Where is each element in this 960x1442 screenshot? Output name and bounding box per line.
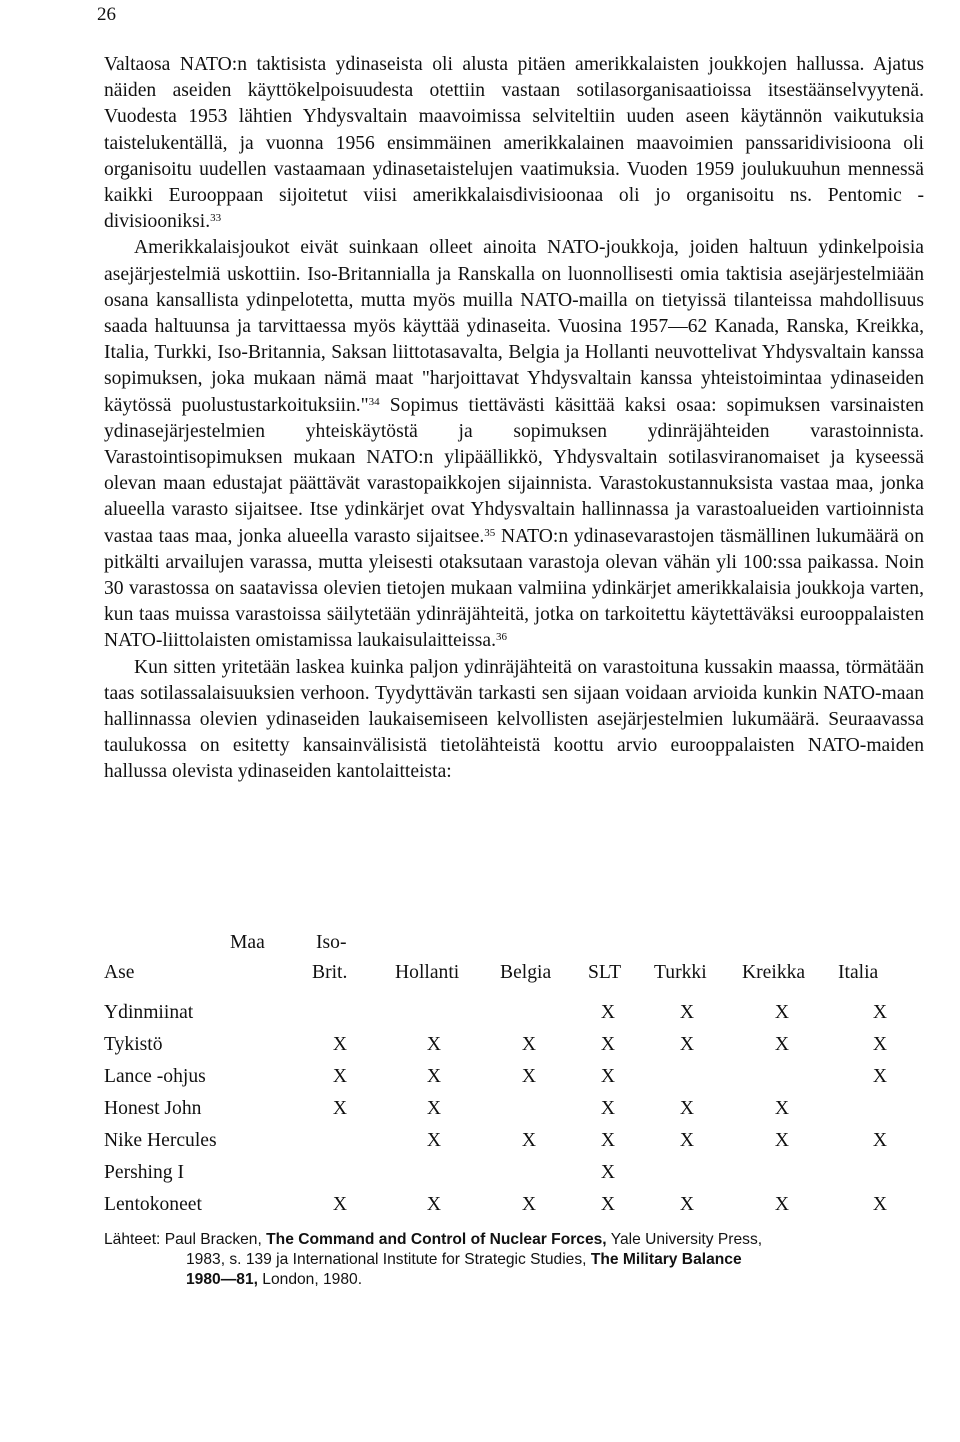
table-cell: X xyxy=(679,1194,695,1215)
table-header-maa: Maa xyxy=(230,932,265,953)
table-header-iso: Iso- xyxy=(316,932,347,953)
sources-citation-2: 1983, s. 139 ja International Institute for Strategic Studies, xyxy=(186,1251,591,1268)
table-cell: X xyxy=(679,1130,695,1151)
paragraph-2 xyxy=(104,235,924,654)
footnote-ref-36: 36 xyxy=(496,631,508,644)
table-cell: X xyxy=(600,1098,616,1119)
table-header-ase: Ase xyxy=(104,962,135,983)
table-cell: X xyxy=(600,1066,616,1087)
table-cell: X xyxy=(332,1066,348,1087)
table-cell: X xyxy=(600,1034,616,1055)
footnote-ref-33: 33 xyxy=(210,212,222,225)
table-cell: X xyxy=(872,1034,888,1055)
column-header: Turkki xyxy=(654,962,707,983)
sources-author: Paul Bracken, xyxy=(164,1231,267,1248)
table-cell: X xyxy=(774,1002,790,1023)
table-cell: X xyxy=(679,1034,695,1055)
column-header: SLT xyxy=(588,962,622,983)
column-header: Hollanti xyxy=(395,962,460,983)
table-cell: X xyxy=(521,1066,537,1087)
sources-publisher: Yale University Press, xyxy=(606,1231,763,1248)
paragraph-1 xyxy=(104,52,924,235)
body-text xyxy=(104,52,924,786)
row-label: Lentokoneet xyxy=(104,1194,202,1215)
sources-label: Lähteet: xyxy=(104,1231,161,1248)
table-cell: X xyxy=(600,1162,616,1183)
paragraph-2-text-b: Sopimus tiettävästi käsittää kaksi osaa: sopimuksen varsinaisten ydinasejärjestelmien yhteiskäytöstä ja sopimuksen ydinräjähteiden varastoinnista. Varastointisopimuksen mukaan NATO:n ylipäällikkö, Yhdysvaltain sotilasviranomaiset ja kyseessä olevan maan edustajat päättävät varastopaikkojen sijainnista. Varastokustannuksista vastaa maa, jonka alueella varasto sijaitsee. Itse ydinkärjet ovat Yhdysvaltain hallinnassa ja varastoalueiden vartioinnista vastaa taas maa, jonka alueella varasto sijaitsee. xyxy=(104,394,924,547)
column-header: Italia xyxy=(838,962,879,983)
table-cell: X xyxy=(774,1034,790,1055)
row-label: Honest John xyxy=(104,1098,202,1119)
table-cell: X xyxy=(426,1098,442,1119)
sources-continuation xyxy=(104,1250,924,1290)
sources-line xyxy=(104,1230,924,1250)
table-cell: X xyxy=(426,1034,442,1055)
footnote-ref-35: 35 xyxy=(484,526,496,539)
sources-title-2: The Military Balance xyxy=(590,1251,742,1268)
paragraph-1-text: Valtaosa NATO:n taktisista ydinaseista oli alusta pitäen amerikkalaisten joukkojen hallussa. Ajatus näiden aseiden käyttökelpoisuudesta otettiin vastaan sotilasorganisaatioissa itsestäänselvyytenä. Vuodesta 1953 lähtien Yhdysvaltain maavoimissa selviteltiin uuden aseen käytännön vaikutuksia taistelukentällä, ja vuonna 1956 ensimmäinen amerikkalainen maavoimien panssaridivisioona oli organisoitu uudellen vastaamaan ydinasetaistelujen vaatimuksia. Vuoden 1959 joulukuuhun mennessä kaikki Eurooppaan sijoitetut viisi amerikkalaisdivisioonaa oli jo organisoitu ns. Pentomic -divisiooniksi. xyxy=(104,54,924,233)
sources-title-1: The Command and Control of Nuclear Forces, xyxy=(266,1231,607,1248)
table-cell: X xyxy=(521,1194,537,1215)
column-header: Kreikka xyxy=(742,962,806,983)
table-cell: X xyxy=(600,1194,616,1215)
table-cell: X xyxy=(332,1098,348,1119)
table-cell: X xyxy=(600,1002,616,1023)
table-cell: X xyxy=(679,1098,695,1119)
table-cell: X xyxy=(332,1194,348,1215)
page-number: 26 xyxy=(97,4,116,25)
table-cell: X xyxy=(872,1002,888,1023)
sources-title-2-years: 1980—81, xyxy=(186,1271,258,1288)
sources-place-year: London, 1980. xyxy=(257,1271,363,1288)
table-cell: X xyxy=(521,1130,537,1151)
row-label: Nike Hercules xyxy=(104,1130,217,1151)
table-cell: X xyxy=(872,1194,888,1215)
column-header: Brit. xyxy=(312,962,348,983)
paragraph-2-text-a: Amerikkalaisjoukot eivät suinkaan olleet ainoita NATO-joukkoja, joiden haltuun ydinkelpoisia asejärjestelmiä uskottiin. Iso-Britannialla ja Ranskalla on luonnollisesti omia taktisia asejärjestelmiään osana kansallista ydinpelotetta, mutta myös muilla NATO-mailla on tietyissä tilanteissa mahdollisuus saada haltuunsa ja tarvittaessa myös käyttää ydinaseita. Vuosina 1957—62 Kanada, Ranska, Kreikka, Italia, Turkki, Iso-Britannia, Saksan liittotasavalta, Belgia ja Hollanti neuvottelivat Yhdysvaltain kanssa sopimuksen, joka mukaan nämä maat "harjoittavat Yhdysvaltain kanssa yhteistoimintaa ydinaseiden käytössä puolustustarkoituksiin." xyxy=(104,237,924,416)
row-label: Tykistö xyxy=(104,1034,163,1055)
row-label: Pershing I xyxy=(104,1162,185,1183)
table-cell: X xyxy=(774,1194,790,1215)
column-header: Belgia xyxy=(500,962,552,983)
table-cell: X xyxy=(426,1130,442,1151)
table-cell: X xyxy=(774,1098,790,1119)
footnote-ref-34: 34 xyxy=(368,395,380,408)
table-cell: X xyxy=(426,1066,442,1087)
table-cell: X xyxy=(774,1130,790,1151)
row-label: Ydinmiinat xyxy=(104,1002,194,1023)
row-label: Lance -ohjus xyxy=(104,1066,206,1087)
paragraph-3-text: Kun sitten yritetään laskea kuinka paljon ydinräjähteitä on varastoituna kussakin maassa, törmätään taas sotilassalaisuuksien verhoon. Tyydyttävän tarkasti sen sijaan voidaan arvioida kunkin NATO-maan hallinnassa olevien ydinaseiden laukaisemiseen kelvollisten asejärjestelmien lukumäärä. Seuraavassa taulukossa on esitetty kansainvälisistä tietolähteistä koottu arvio eurooppalaisten NATO-maiden hallussa olevista ydinaseiden kantolaitteista: xyxy=(104,656,924,783)
table-cell: X xyxy=(679,1002,695,1023)
table-cell: X xyxy=(872,1130,888,1151)
table-cell: X xyxy=(332,1034,348,1055)
paragraph-2-text-c: NATO:n ydinasevarastojen täsmällinen lukumäärä on pitkälti arvailujen varassa, mutta yleisesti otaksutaan varastoja olevan vähän yli 100:ssa paikassa. Noin 30 varastossa on saatavissa olevien tietojen mukaan valmiina ydinkärjet amerikkalaisia joukkoja varten, kun taas muissa varastoissa säilytetään ydinräjähteitä, jotka on tarkoitettu käytettäväksi eurooppalaisten NATO-liittolaisten omistamissa laukaisulaitteissa. xyxy=(104,525,924,652)
table-cell: X xyxy=(600,1130,616,1151)
table-cell: X xyxy=(872,1066,888,1087)
table-cell: X xyxy=(426,1194,442,1215)
sources-note xyxy=(104,1230,924,1290)
table-cell: X xyxy=(521,1034,537,1055)
paragraph-3 xyxy=(104,655,924,786)
